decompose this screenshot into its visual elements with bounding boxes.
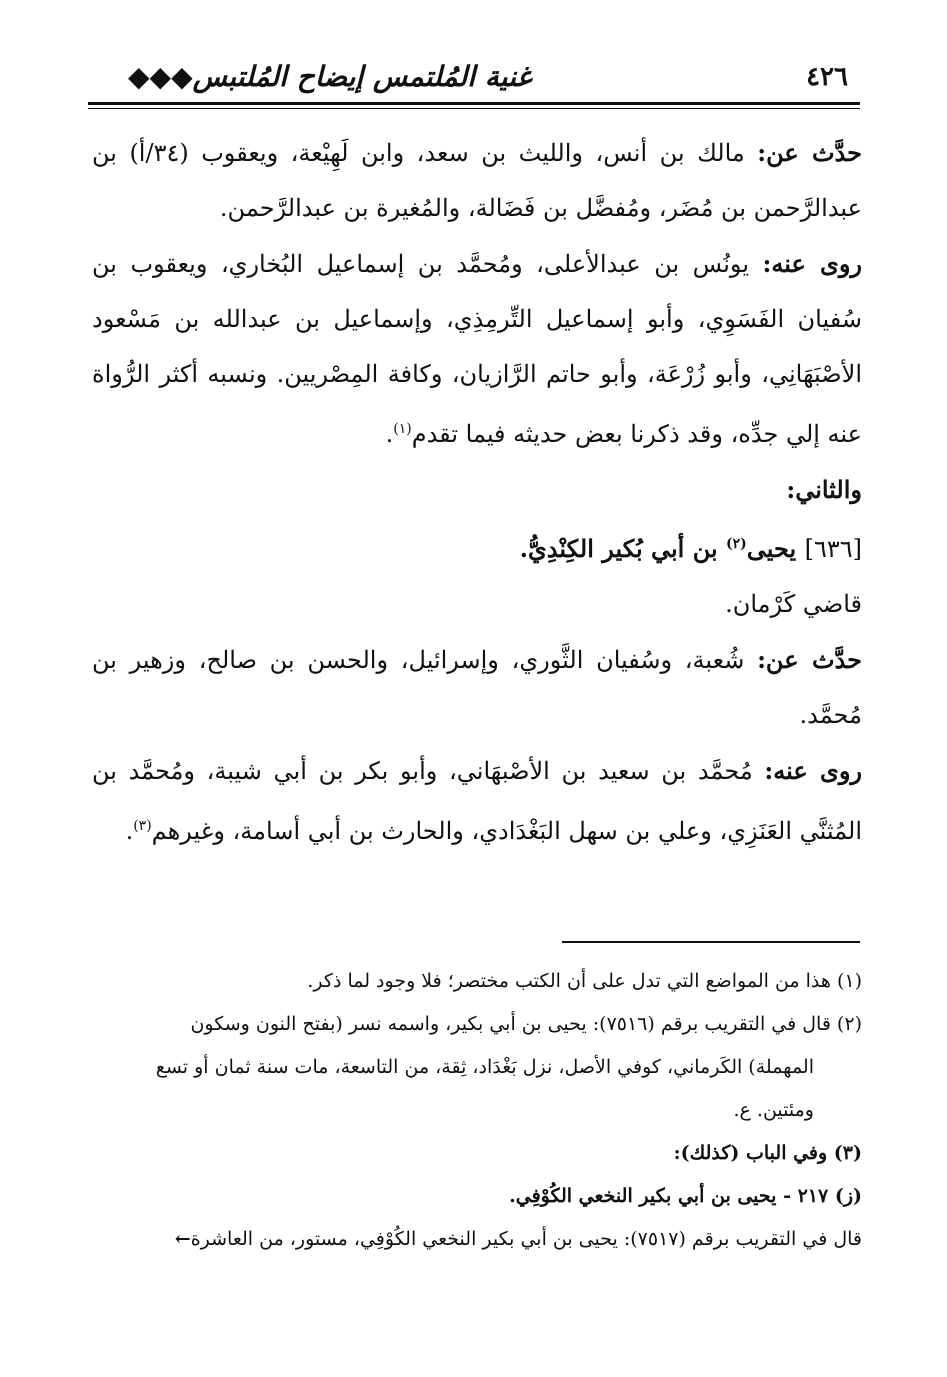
main-text: [92, 125, 862, 859]
footnote-ref-3: (٣): [133, 818, 152, 834]
label-narrated-from: حدَّث عن:: [757, 138, 862, 167]
paragraph-end: .: [125, 817, 134, 845]
paragraph-text: مُحمَّد بن سعيد بن الأصْبهَاني، وأبو بكر بن أبي شيبة، ومُحمَّد بن المُثنَّي العَنَزِي، وعلي بن سهل البَغْدَادي، والحارث بن أبي أسامة، وغيرهم: [92, 757, 862, 845]
label-narrated-from: حدَّث عن:: [757, 645, 862, 674]
entry-name: يحيى: [746, 534, 797, 563]
label-narrated-by: روى عنه:: [764, 756, 863, 785]
footnote-2-end: ومئتين. ع.: [733, 1099, 814, 1121]
continued-arrow-icon: ←: [174, 1228, 191, 1250]
footnote-ref-2: (٢): [726, 536, 747, 552]
footnote-ref-1: (١): [393, 421, 412, 437]
header-rule-thick: [88, 102, 860, 105]
entry-heading: [92, 517, 862, 577]
entry-number: [٦٣٦]: [804, 535, 862, 563]
paragraph-text: مالك بن أنس، والليث بن سعد، وابن لَهِيْعة، ويعقوب (٣٤/أ) بن عبدالرَّحمن بن مُضَر، ومُفضَّل بن فَضَالة، والمُغيرة بن عبدالرَّحمن.: [92, 139, 862, 222]
header-rule-thin: [88, 108, 860, 109]
page-number: ٤٢٦: [806, 62, 848, 92]
running-title: غنية المُلتمس إيضاح المُلتبس◆◆◆: [128, 60, 532, 93]
paragraph-narrated-from-2: [92, 632, 862, 743]
footnote-3-cont: [92, 1218, 862, 1261]
footnote-2-cont: المهملة) الكَرماني، كوفي الأصل، نزل بَغْدَاد، ثِقة، من التاسعة، مات سنة ثمان أو تسع: [155, 1056, 814, 1078]
footnote-3-text: قال في التقريب برقم (٧٥١٧): يحيى بن أبي بكير النخعي الكُوْفِي، مستور، من العاشرة: [190, 1228, 862, 1250]
footnote-2: (٢) قال في التقريب برقم (٧٥١٦): يحيى بن أبي بكير، واسمه نسر (بفتح النون وسكون: [190, 1013, 862, 1035]
section-heading: والثاني:: [786, 475, 862, 504]
footnote-1: (١) هذا من المواضع التي تدل على أن الكتب مختصر؛ فلا وجود لما ذكر.: [307, 970, 862, 992]
footnote-3-entry: (ز) ٢١٧ - يحيى بن أبي بكير النخعي الكُوْفِي.: [509, 1185, 862, 1207]
paragraph-narrators: [92, 236, 862, 462]
paragraph-text: يونُس بن عبدالأعلى، ومُحمَّد بن إسماعيل البُخاري، ويعقوب بن سُفيان الفَسَوِي، وأبو إسماعيل التِّرمِذِي، وإسماعيل بن عبدالله بن مَسْعود الأصْبَهَانِي، وأبو زُرْعَة، وأبو حاتم الرَّازيان، وكافة المِصْريين. ونسبه أكثر الرُّواة عنه إلي جدِّه، وقد ذكرنا بعض حديثه فيما تقدم: [92, 250, 862, 448]
paragraph-narrated-from: [92, 125, 862, 236]
page-header: [88, 58, 858, 98]
footnote-3: (٣) وفي الباب (كذلك):: [673, 1142, 862, 1164]
footnote-separator: [562, 941, 860, 943]
entry-name-rest: بن أبي بُكير الكِنْدِيُّ.: [519, 534, 718, 563]
paragraph-occupation: قاضي كَرْمان.: [725, 590, 862, 618]
paragraph-end: .: [385, 420, 394, 448]
label-narrated-by: روى عنه:: [762, 249, 862, 278]
paragraph-narrators-2: [92, 743, 862, 859]
footnotes: [92, 960, 862, 1261]
paragraph-text: شُعبة، وسُفيان الثَّوري، وإسرائيل، والحسن بن صالح، وزهير بن مُحمَّد.: [92, 646, 862, 729]
